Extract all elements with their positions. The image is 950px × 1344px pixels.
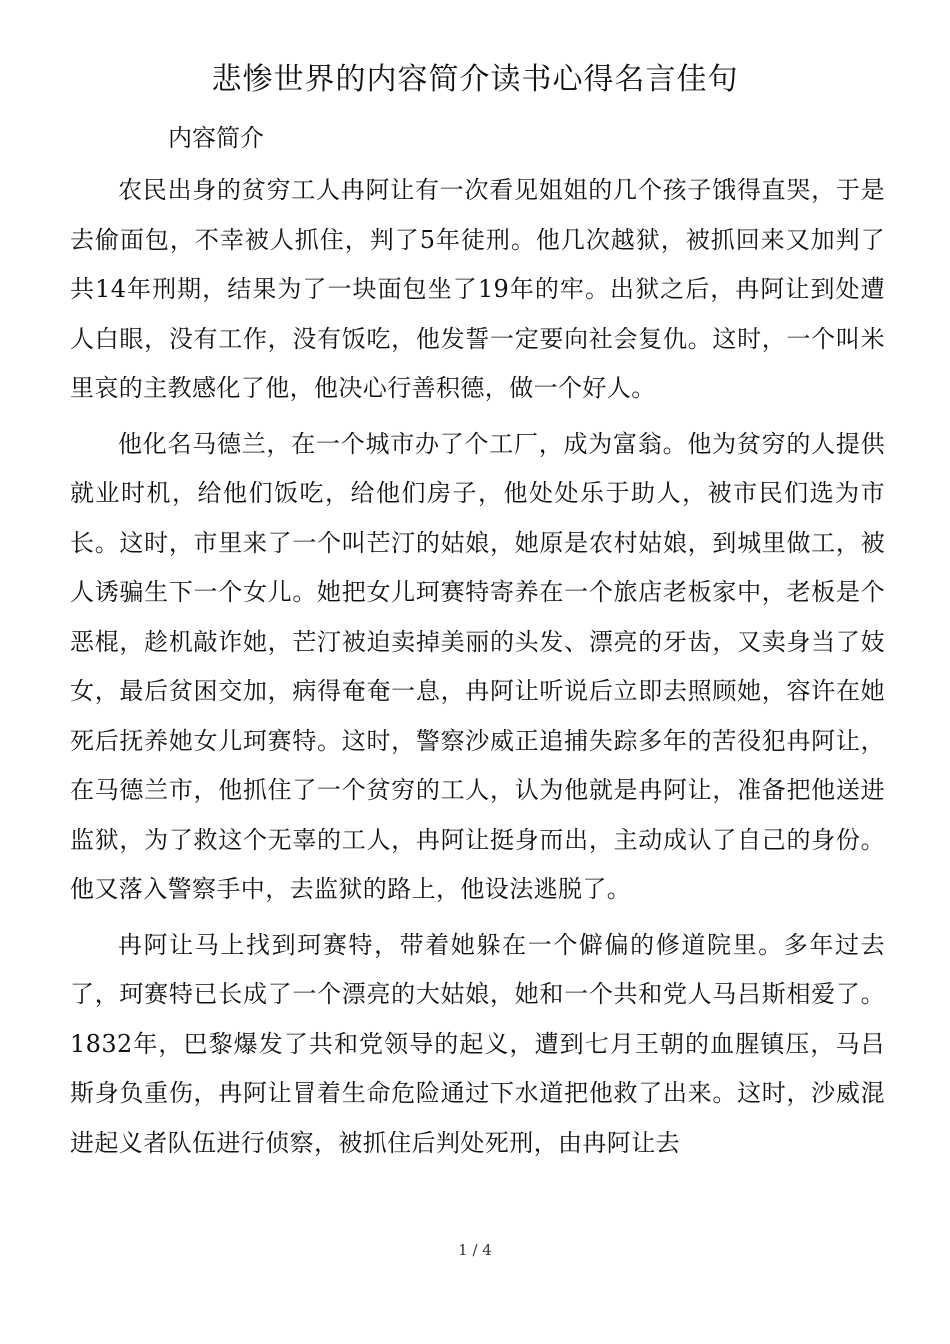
body-text [70, 166, 885, 1174]
paragraph-3: 冉阿让马上找到珂赛特，带着她躲在一个僻偏的修道院里。多年过去了，珂赛特已长成了一个漂亮的大姑娘，她和一个共和党人马吕斯相爱了。1832年，巴黎爆发了共和党领导的起义，遭到七月王朝的血腥镇压，马吕斯身负重伤，冉阿让冒着生命危险通过下水道把他救了出来。这时，沙威混进起义者队伍进行侦察，被抓住后判处死刑，由冉阿让去 [70, 930, 885, 1157]
page-number: 1 / 4 [458, 1241, 492, 1259]
section-heading: 内容简介 [168, 124, 264, 152]
paragraph-2: 他化名马德兰，在一个城市办了个工厂，成为富翁。他为贫穷的人提供就业时机，给他们饭吃，给他们房子，他处处乐于助人，被市民们选为市长。这时，市里来了一个叫芒汀的姑娘，她原是农村姑娘，到城里做工，被人诱骗生下一个女儿。她把女儿珂赛特寄养在一个旅店老板家中，老板是个恶棍，趁机敲诈她，芒汀被迫卖掉美丽的头发、漂亮的牙齿，又卖身当了妓女，最后贫困交加，病得奄奄一息，冉阿让听说后立即去照顾她，容许在她死后抚养她女儿珂赛特。这时，警察沙威正追捕失踪多年的苦役犯冉阿让，在马德兰市，他抓住了一个贫穷的工人，认为他就是冉阿让，准备把他送进监狱，为了救这个无辜的工人，冉阿让挺身而出，主动成认了自己的身份。他又落入警察手中，去监狱的路上，他设法逃脱了。 [70, 429, 885, 903]
document-title: 悲惨世界的内容简介读书心得名言佳句 [211, 62, 739, 97]
paragraph-1: 农民出身的贫穷工人冉阿让有一次看见姐姐的几个孩子饿得直哭，于是去偷面包，不幸被人抓住，判了5年徒刑。他几次越狱，被抓回来又加判了共14年刑期，结果为了一块面包坐了19年的牢。出狱之后，冉阿让到处遭人白眼，没有工作，没有饭吃，他发誓一定要向社会复仇。这时，一个叫米里哀的主教感化了他，他决心行善积德，做一个好人。 [70, 176, 885, 402]
